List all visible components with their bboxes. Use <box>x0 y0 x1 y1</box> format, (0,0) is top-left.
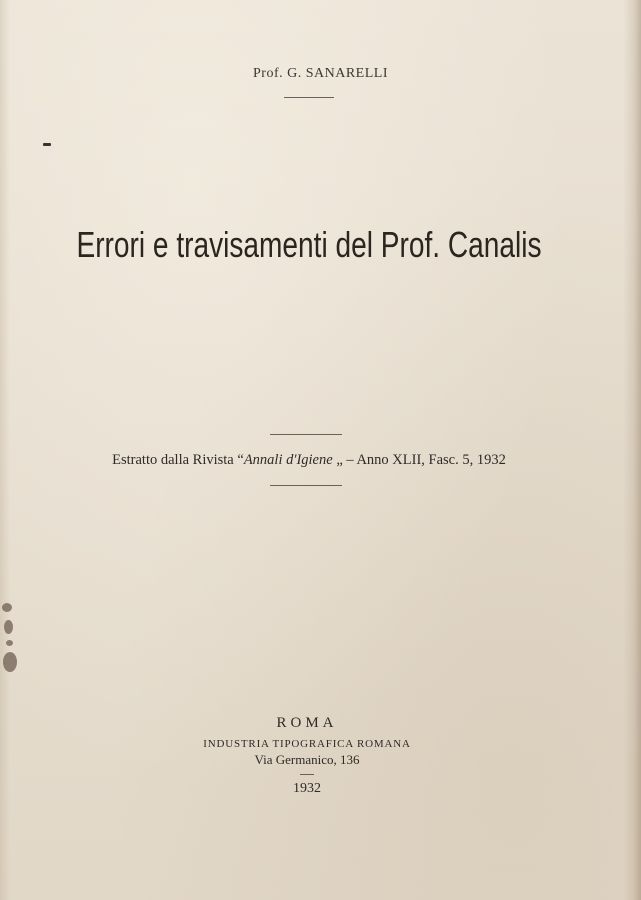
extract-suffix: „ – Anno XLII, Fasc. 5, 1932 <box>332 452 506 468</box>
paper-stain <box>2 603 12 612</box>
paper-stain <box>4 620 13 634</box>
imprint-year: 1932 <box>293 781 321 796</box>
rule-above-extract <box>270 434 342 435</box>
author-line: Prof. G. SANARELLI <box>253 66 388 81</box>
paper-stain <box>3 652 17 672</box>
author-underline <box>284 97 334 98</box>
document-title: Errori e travisamenti del Prof. Canalis <box>76 224 542 265</box>
imprint-city: ROMA <box>276 715 338 731</box>
extract-prefix: Estratto dalla Rivista “ <box>112 452 244 468</box>
paper-stain <box>6 640 13 646</box>
journal-name: Annali d'Igiene <box>243 452 333 468</box>
extract-line <box>0 452 618 469</box>
ink-mark <box>43 143 51 146</box>
imprint-address: Via Germanico, 136 <box>254 752 360 767</box>
paper-edge-right <box>623 0 641 900</box>
imprint-press: INDUSTRIA TIPOGRAFICA ROMANA <box>203 738 411 750</box>
rule-below-extract <box>270 485 342 486</box>
imprint-divider <box>300 774 314 775</box>
